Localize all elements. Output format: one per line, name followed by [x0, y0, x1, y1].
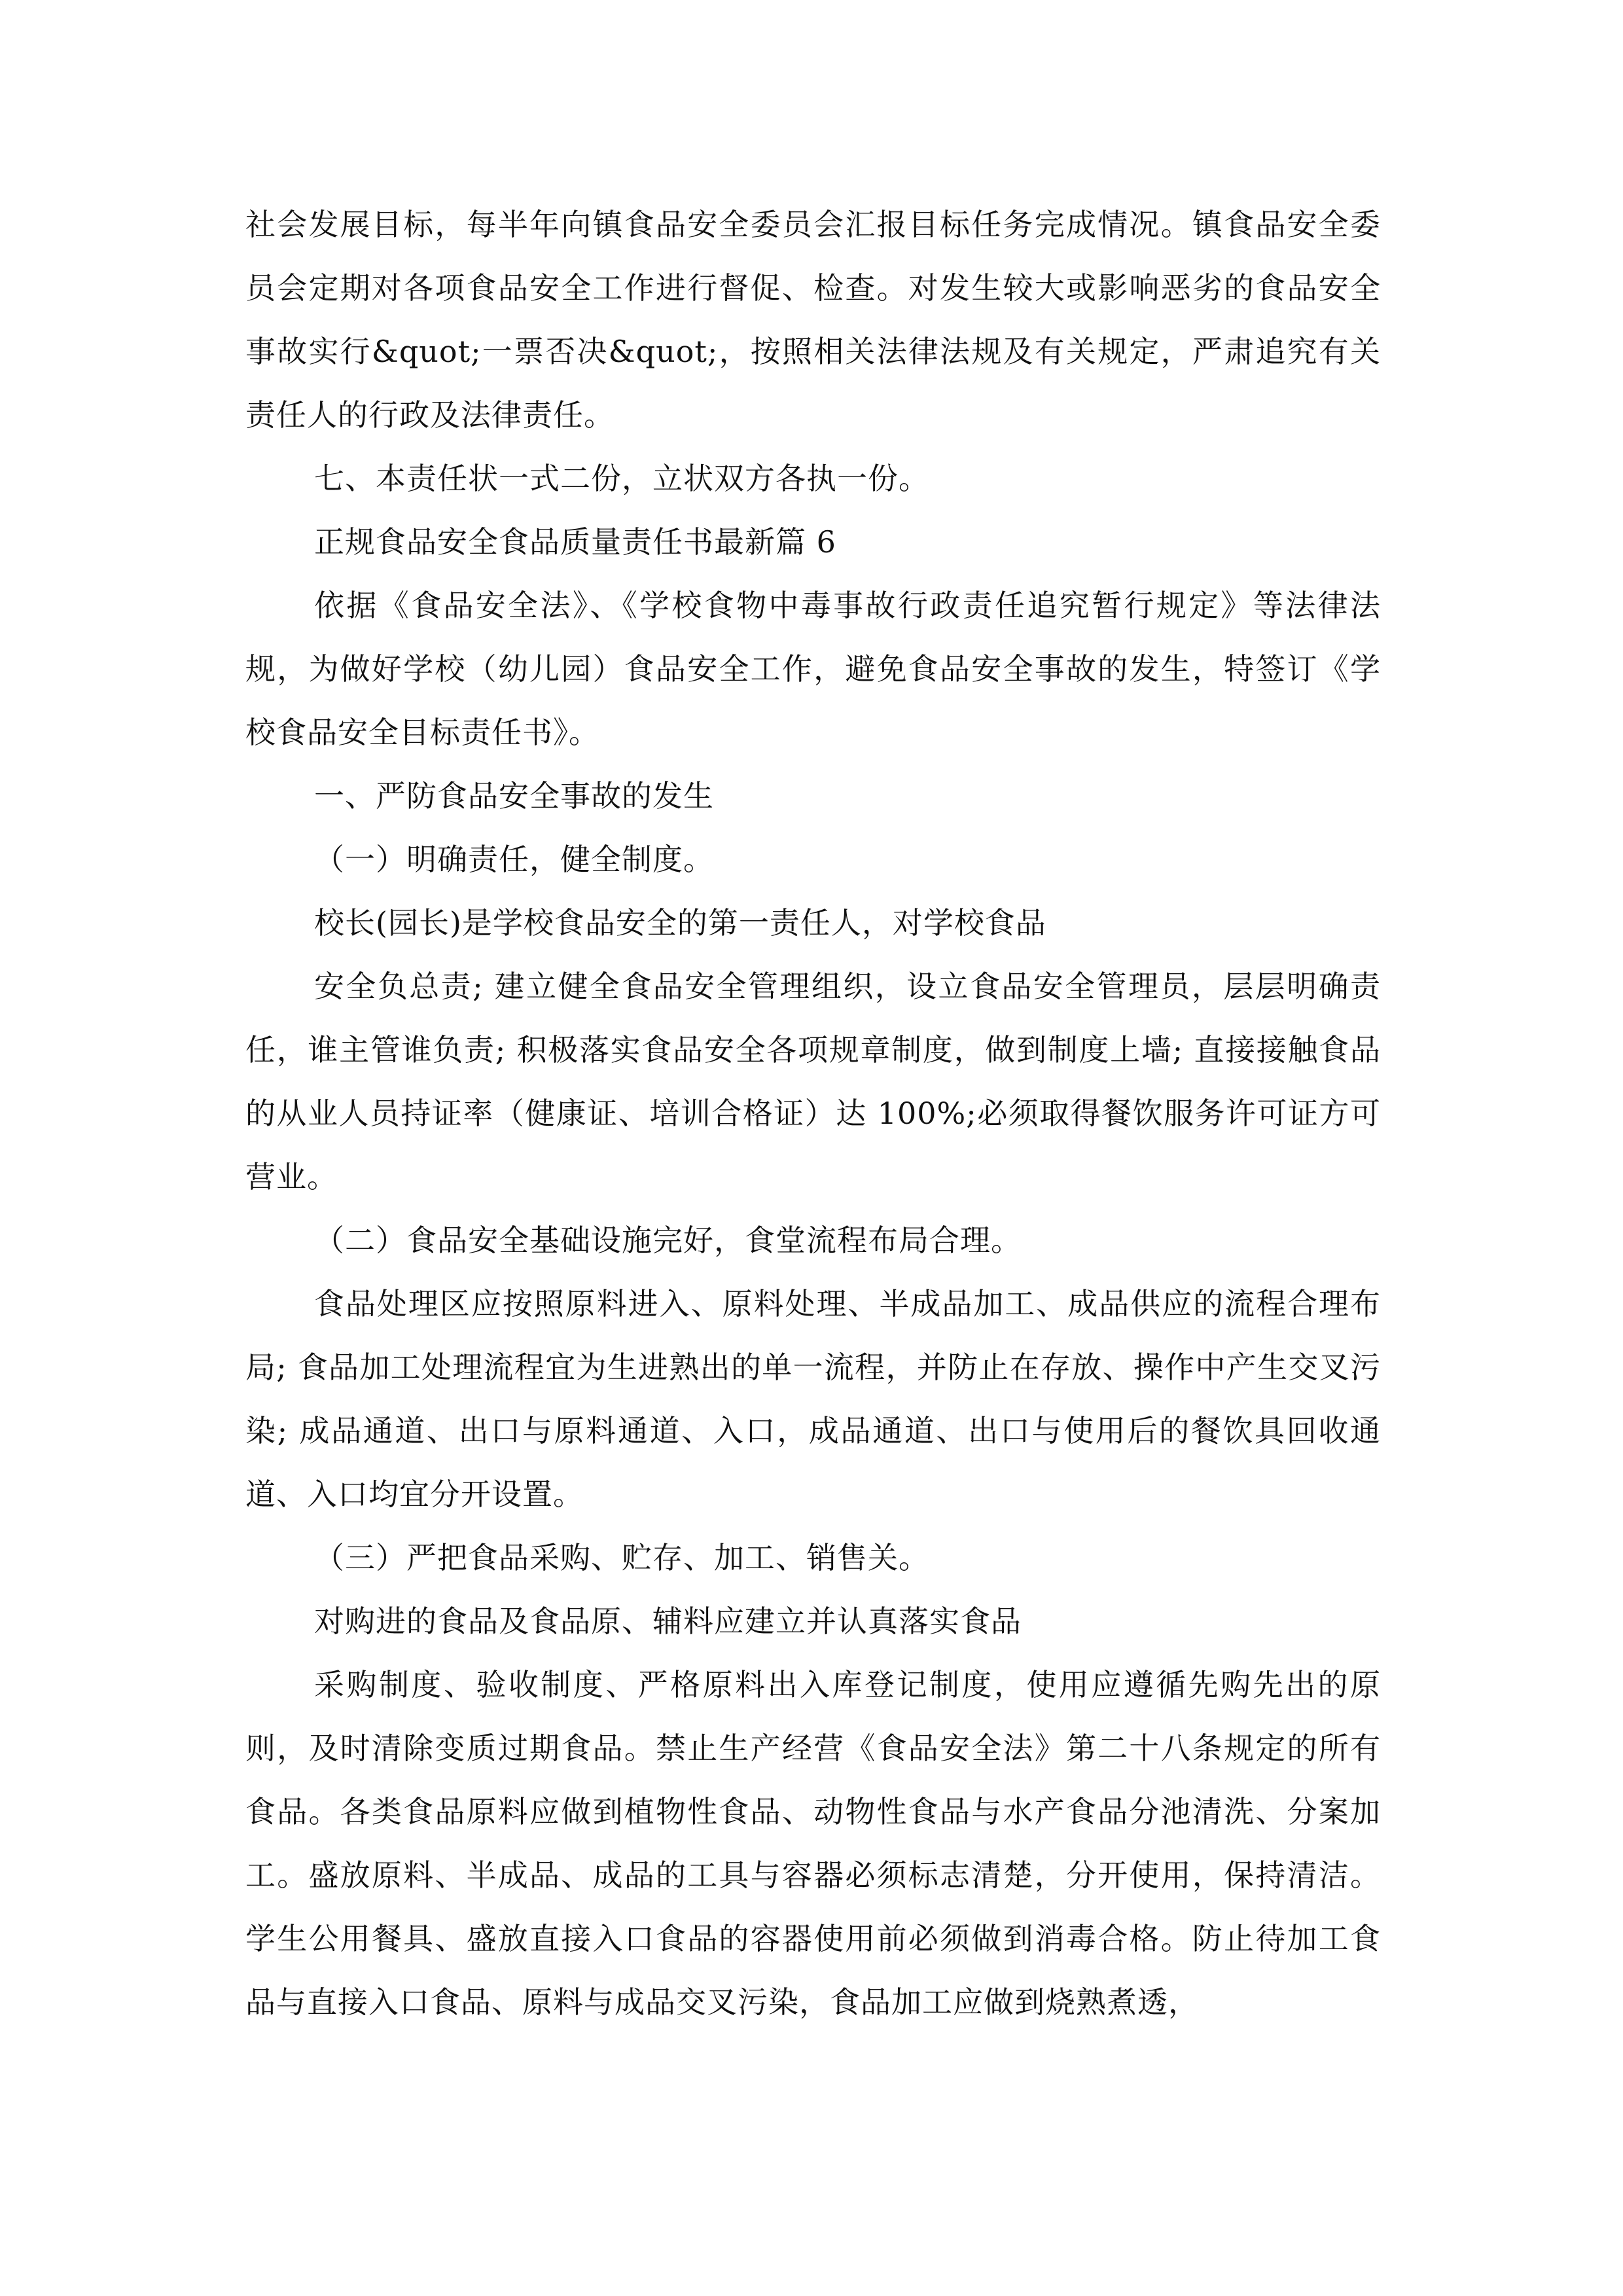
paragraph-4: 依据《食品安全法》、《学校食物中毒事故行政责任追究暂行规定》等法律法规，为做好学校（幼儿园）食品安全工作，避免食品安全事故的发生，特签订《学校食品安全目标责任书》。	[245, 588, 1381, 750]
paragraph-8: 安全负总责; 建立健全食品安全管理组织，设立食品安全管理员，层层明确责任，谁主管谁负责; 积极落实食品安全各项规章制度，做到制度上墙; 直接接触食品的从业人员持证率（健康证、培训合格证）达 100%;必须取得餐饮服务许可证方可营业。	[245, 969, 1381, 1194]
heading-1: 一、严防食品安全事故的发生	[314, 778, 714, 814]
paragraph-7: 校长(园长)是学校食品安全的第一责任人，对学校食品	[314, 905, 1046, 941]
paragraph-10: 食品处理区应按照原料进入、原料处理、半成品加工、成品供应的流程合理布局; 食品加工处理流程宜为生进熟出的单一流程，并防止在存放、操作中产生交叉污染; 成品通道、出口与原料通道、入口，成品通道、出口与使用后的餐饮具回收通道、入口均宜分开设置。	[245, 1286, 1381, 1512]
subheading-2: （二）食品安全基础设施完好，食堂流程布局合理。	[314, 1223, 1022, 1258]
paragraph-13: 采购制度、验收制度、严格原料出入库登记制度，使用应遵循先购先出的原则，及时清除变质过期食品。禁止生产经营《食品安全法》第二十八条规定的所有食品。各类食品原料应做到植物性食品、动物性食品与水产食品分池清洗、分案加工。盛放原料、半成品、成品的工具与容器必须标志清楚，分开使用，保持清洁。学生公用餐具、盛放直接入口食品的容器使用前必须做到消毒合格。防止待加工食品与直接入口食品、原料与成品交叉污染，食品加工应做到烧熟煮透，	[245, 1667, 1381, 2020]
paragraph-2: 七、本责任状一式二份，立状双方各执一份。	[314, 461, 929, 496]
document-body	[245, 193, 1381, 2034]
subheading-1: （一）明确责任，健全制度。	[314, 842, 714, 877]
subheading-3: （三）严把食品采购、贮存、加工、销售关。	[314, 1540, 929, 1575]
section-title: 正规食品安全食品质量责任书最新篇 6	[314, 524, 836, 560]
paragraph-12: 对购进的食品及食品原、辅料应建立并认真落实食品	[314, 1604, 1022, 1639]
paragraph-1: 社会发展目标，每半年向镇食品安全委员会汇报目标任务完成情况。镇食品安全委员会定期对各项食品安全工作进行督促、检查。对发生较大或影响恶劣的食品安全事故实行&quot;一票否决&quot;，按照相关法律法规及有关规定，严肃追究有关责任人的行政及法律责任。	[245, 207, 1381, 433]
